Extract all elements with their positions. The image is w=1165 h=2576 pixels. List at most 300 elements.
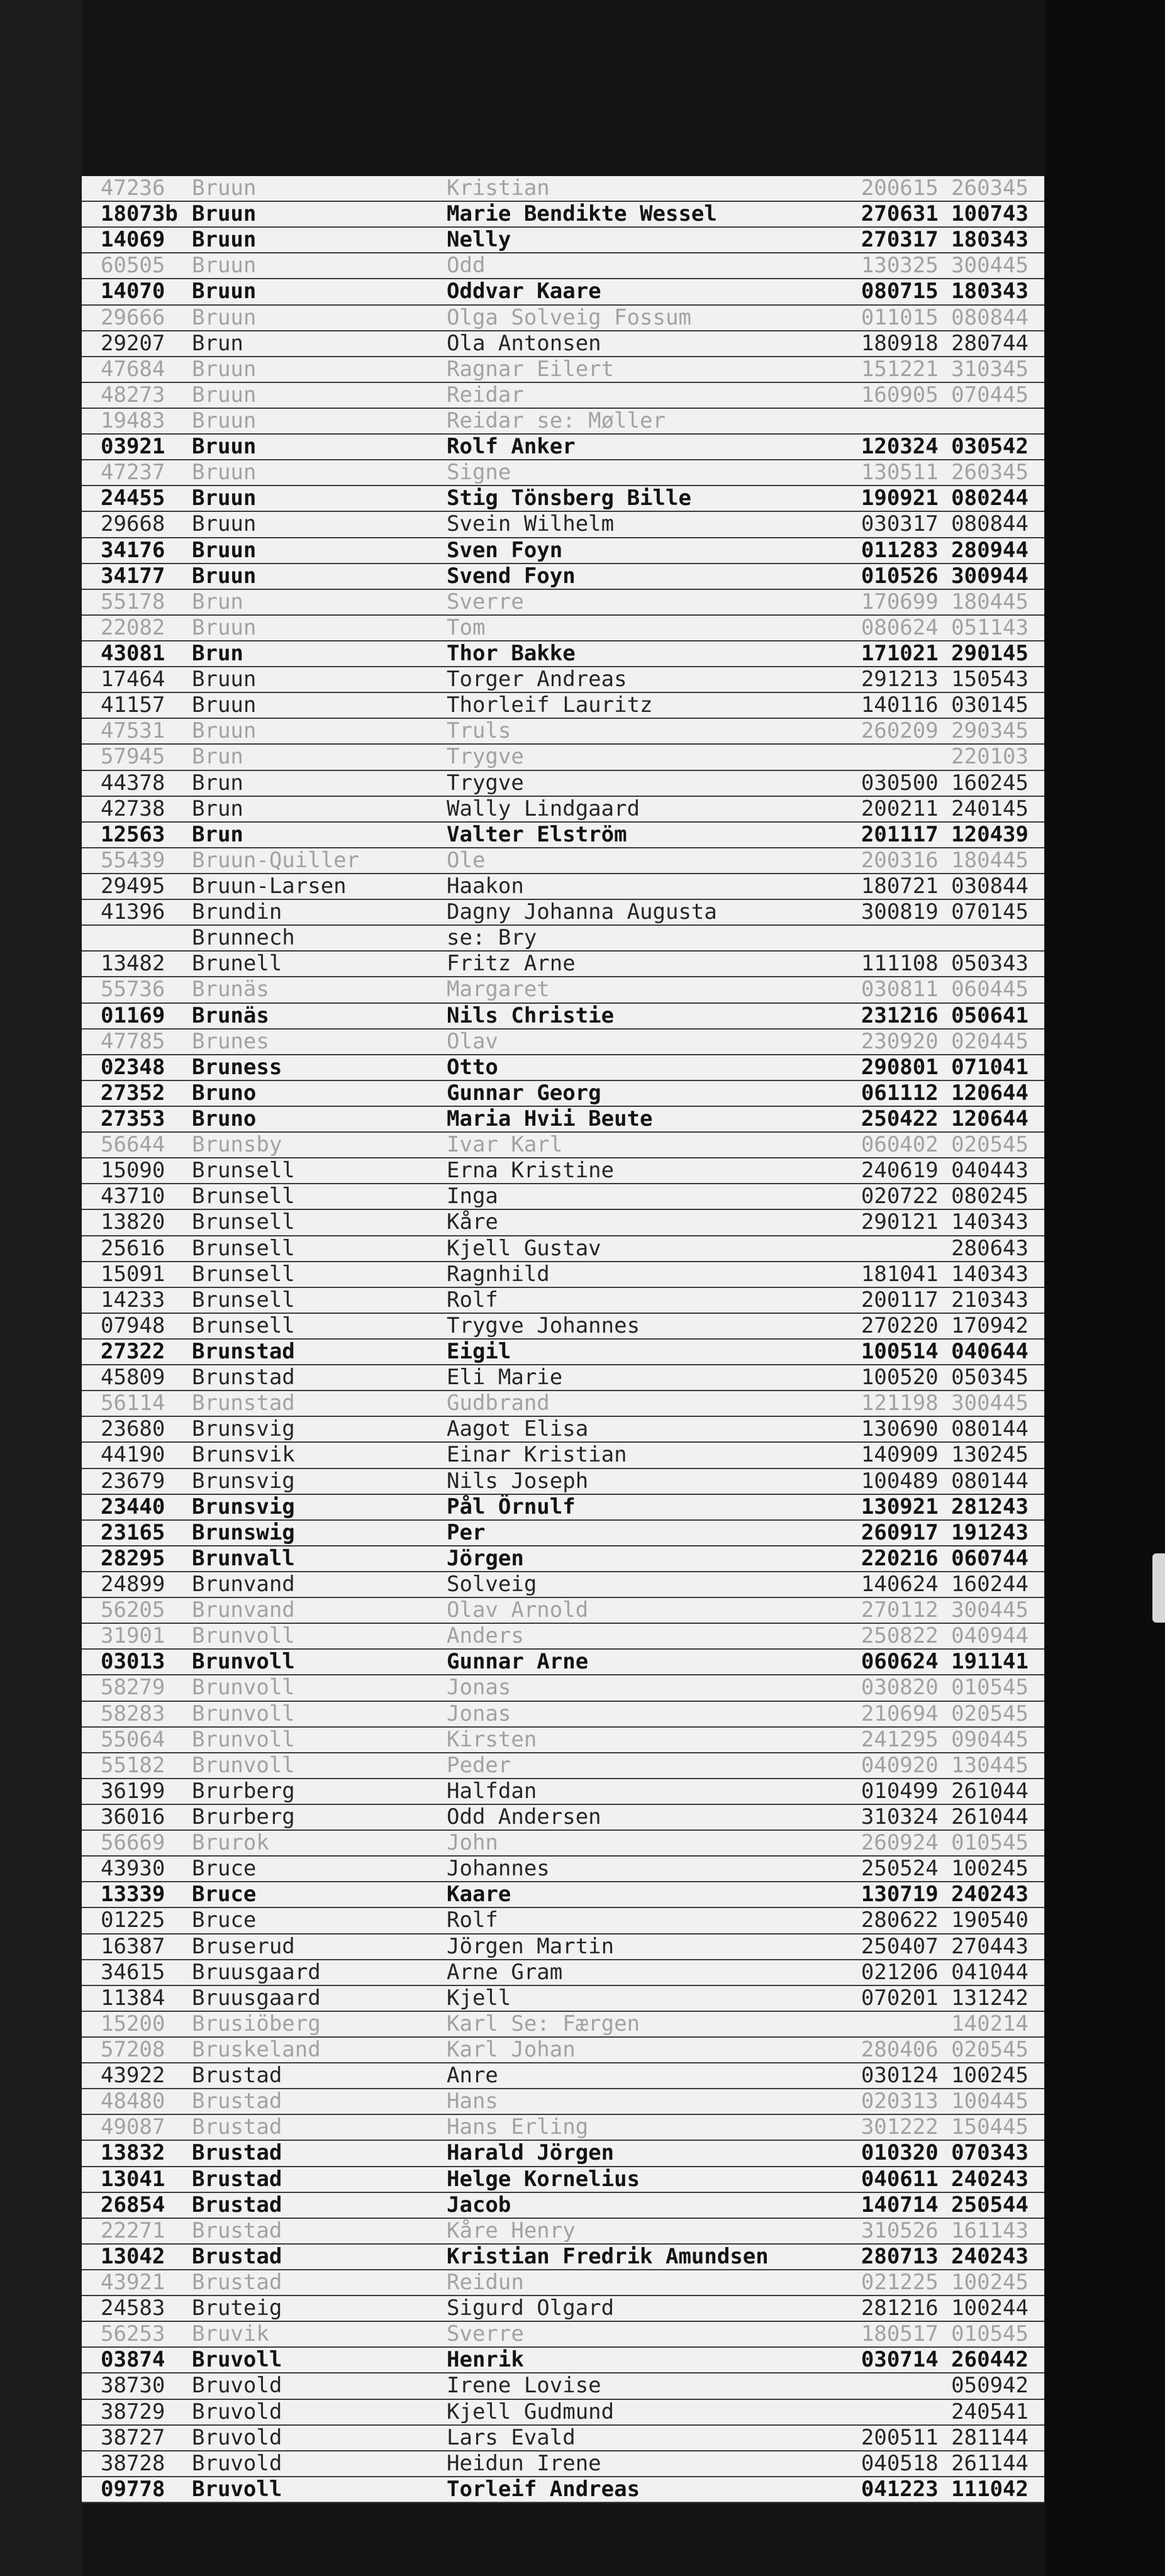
surname: Brustad [192,2063,282,2089]
index-card [82,383,1044,409]
surname: Brunsell [192,1236,295,1261]
card-number: 58279 [101,1675,165,1701]
card-number: 56669 [101,1831,165,1856]
given-names: Tom [447,615,486,640]
index-card [82,2038,1044,2063]
given-names: Fritz Arne [447,952,576,977]
index-card [82,279,1044,305]
index-card [82,409,1044,435]
dates: 100489 080144 [861,1468,1028,1494]
dates: 111108 050343 [861,952,1028,977]
index-card [82,1986,1044,2012]
given-names: Nelly [447,228,511,253]
surname: Bruness [192,1055,282,1080]
dates: 250822 040944 [861,1624,1028,1649]
index-card [82,1443,1044,1468]
dates: 061112 120644 [861,1080,1028,1106]
index-card [82,641,1044,667]
card-number: 13820 [101,1210,165,1235]
index-card [82,1624,1044,1650]
surname: Bruce [192,1882,257,1907]
given-names: Anders [447,1624,524,1649]
card-number: 55178 [101,589,165,614]
surname: Bruun [192,564,257,589]
card-number: 45809 [101,1365,165,1391]
surname: Brustad [192,2167,282,2192]
dates: 290801 071041 [861,1055,1028,1080]
surname: Brunvoll [192,1753,295,1778]
index-card [82,1133,1044,1158]
dates: 020313 100445 [861,2089,1028,2114]
surname: Bruun [192,409,257,433]
index-card [82,1365,1044,1391]
dates: 200117 210343 [861,1287,1028,1313]
index-card [82,1908,1044,1934]
index-card [82,228,1044,253]
surname: Bruun [192,693,257,718]
surname: Brunsvig [192,1494,295,1519]
card-number: 14069 [101,228,165,253]
dates: 231216 050641 [861,1003,1028,1028]
given-names: Eigil [447,1340,511,1364]
given-names: Haakon [447,874,524,899]
dates: 270112 300445 [861,1598,1028,1623]
card-number: 41157 [101,693,165,718]
given-names: Einar Kristian [447,1443,627,1468]
surname: Brunäs [192,977,269,1002]
index-card [82,848,1044,874]
dates: 060402 020545 [861,1133,1028,1158]
given-names: Nils Joseph [447,1468,589,1494]
surname: Bruun [192,435,257,460]
index-card [82,1236,1044,1262]
surname: Bruun [192,228,257,253]
dates: 220103 [951,745,1028,770]
index-card [82,1469,1044,1495]
surname: Bruun [192,538,257,563]
dates: 021206 041044 [861,1960,1028,1985]
dates: 290121 140343 [861,1210,1028,1235]
dates: 080715 180343 [861,279,1028,304]
dates: 011015 080844 [861,305,1028,330]
given-names: Reidun [447,2270,524,2295]
index-card [82,1572,1044,1598]
given-names: Olav [447,1029,498,1054]
index-card [82,667,1044,693]
index-card [82,1210,1044,1236]
surname: Bruun [192,460,257,486]
dates: 241295 090445 [861,1727,1028,1752]
index-card [82,2373,1044,2399]
given-names: Ragnar Eilert [447,357,615,382]
dates: 130921 281243 [861,1494,1028,1519]
given-names: Sverre [447,589,524,614]
given-names: Solveig [447,1572,537,1597]
given-names: Hans [447,2089,498,2114]
index-card [82,1779,1044,1805]
given-names: Signe [447,460,511,486]
card-number: 57945 [101,745,165,770]
card-number: 29207 [101,331,165,356]
given-names: Kjell Gudmund [447,2399,615,2424]
surname: Bruvik [192,2322,269,2347]
dates: 040920 130445 [861,1753,1028,1778]
card-number: 14233 [101,1287,165,1313]
card-number: 16387 [101,1934,165,1959]
dates: 180517 010545 [861,2322,1028,2347]
given-names: Sven Foyn [447,538,563,563]
surname: Brunäs [192,1003,269,1028]
dates: 030317 080844 [861,512,1028,537]
surname: Brunsvig [192,1417,295,1442]
dates: 230920 020445 [861,1029,1028,1054]
index-card [82,1081,1044,1107]
index-card [82,564,1044,590]
dates: 260917 191243 [861,1520,1028,1545]
card-number: 25616 [101,1236,165,1261]
surname: Brunvand [192,1572,295,1597]
card-number: 55736 [101,977,165,1002]
card-number: 29666 [101,305,165,330]
given-names: Ivar Karl [447,1133,563,1158]
dates: 300819 070145 [861,900,1028,925]
dates: 151221 310345 [861,357,1028,382]
given-names: Kjell [447,1985,511,2011]
surname: Brun [192,589,243,614]
index-card [82,1314,1044,1340]
index-card [82,1004,1044,1030]
surname: Brunvall [192,1546,295,1571]
card-number: 43710 [101,1184,165,1209]
card-number: 09778 [101,2477,165,2502]
index-card [82,486,1044,512]
card-number: 01225 [101,1908,165,1933]
surname: Brurberg [192,1805,295,1829]
card-number: 38730 [101,2373,165,2399]
card-number: 56644 [101,1133,165,1158]
given-names: Karl Se: Færgen [447,2011,640,2036]
given-names: Svein Wilhelm [447,512,615,537]
given-names: Arne Gram [447,1960,563,1985]
index-card [82,2426,1044,2451]
index-card [82,2193,1044,2219]
given-names: Aagot Elisa [447,1417,589,1442]
given-names: Trygve [447,770,524,796]
card-number: 44190 [101,1443,165,1468]
given-names: Anre [447,2063,498,2089]
index-card [82,2012,1044,2038]
surname: Brunsby [192,1133,282,1158]
surname: Bruun [192,719,257,744]
card-number: 44378 [101,770,165,796]
given-names: Kåre Henry [447,2218,576,2243]
card-number: 27352 [101,1080,165,1106]
surname: Bruun [192,512,257,537]
index-card [82,2270,1044,2296]
card-number: 12563 [101,822,165,847]
dates: 171021 290145 [861,641,1028,666]
surname: Brunsell [192,1184,295,1209]
surname: Bruteig [192,2296,282,2321]
surname: Brun [192,770,243,796]
given-names: Maria Hvii Beute [447,1107,653,1131]
index-card [82,874,1044,900]
index-card [82,512,1044,538]
dates: 270220 170942 [861,1313,1028,1338]
index-card [82,1857,1044,1882]
surname: Brunsvik [192,1443,295,1468]
dates: 100514 040644 [861,1340,1028,1364]
surname: Brun [192,796,243,821]
dates: 310324 261044 [861,1805,1028,1829]
dates: 130325 300445 [861,253,1028,279]
dates: 240619 040443 [861,1158,1028,1184]
surname: Brurberg [192,1779,295,1804]
surname: Brunstad [192,1391,295,1416]
index-card [82,1495,1044,1521]
surname: Bruvold [192,2399,282,2424]
card-number: 02348 [101,1055,165,1080]
dates: 301222 150445 [861,2115,1028,2140]
card-number: 43081 [101,641,165,666]
card-number: 23440 [101,1494,165,1519]
card-number: 31901 [101,1624,165,1649]
surname: Brunstad [192,1365,295,1391]
surname: Brunsvig [192,1468,295,1494]
card-number: 56253 [101,2322,165,2347]
given-names: Oddvar Kaare [447,279,601,304]
card-number: 15090 [101,1158,165,1184]
surname: Bruskeland [192,2038,321,2062]
dates: 140214 [951,2011,1028,2036]
card-number: 55439 [101,848,165,873]
dates: 291213 150543 [861,667,1028,692]
index-card [82,460,1044,486]
given-names: Kristian [447,176,550,201]
index-card [82,693,1044,719]
index-card [82,2115,1044,2141]
card-number: 03874 [101,2348,165,2373]
card-number: 43930 [101,1857,165,1882]
surname: Brurok [192,1831,269,1856]
card-number: 22271 [101,2218,165,2243]
given-names: Henrik [447,2348,524,2373]
card-number: 24899 [101,1572,165,1597]
dates: 030124 100245 [861,2063,1028,2089]
index-card [82,823,1044,848]
surname: Bruvold [192,2451,282,2476]
card-number: 17464 [101,667,165,692]
given-names: Jonas [447,1675,511,1701]
dates: 250407 270443 [861,1934,1028,1959]
index-card [82,1417,1044,1443]
card-number: 38728 [101,2451,165,2476]
surname: Bruno [192,1080,257,1106]
surname: Brunvoll [192,1650,295,1675]
surname: Bruvold [192,2373,282,2399]
index-card [82,900,1044,926]
dates: 011283 280944 [861,538,1028,563]
dates: 220216 060744 [861,1546,1028,1571]
given-names: Stig Tönsberg Bille [447,486,691,511]
given-names: Thorleif Lauritz [447,693,653,718]
dates: 140624 160244 [861,1572,1028,1597]
dates: 280622 190540 [861,1908,1028,1933]
surname: Brustad [192,2244,282,2269]
dates: 030820 010545 [861,1675,1028,1701]
card-number: 23679 [101,1468,165,1494]
card-number: 15091 [101,1262,165,1287]
given-names: Per [447,1520,486,1545]
index-card [82,2141,1044,2167]
given-names: Pål Örnulf [447,1494,576,1519]
index-card [82,2348,1044,2373]
given-names: Lars Evald [447,2425,576,2450]
dates: 270631 100743 [861,202,1028,227]
film-border-right [1045,0,1165,2576]
given-names: Torger Andreas [447,667,627,692]
card-number: 27322 [101,1340,165,1364]
index-card [82,745,1044,770]
index-card [82,1805,1044,1831]
index-card [82,1340,1044,1365]
dates: 270317 180343 [861,228,1028,253]
dates: 140116 030145 [861,693,1028,718]
dates: 260924 010545 [861,1831,1028,1856]
given-names: Olav Arnold [447,1598,589,1623]
surname: Brun [192,745,243,770]
card-number: 22082 [101,615,165,640]
surname: Brunnech [192,926,295,951]
dates: 280643 [951,1236,1028,1261]
surname: Brusiöberg [192,2011,321,2036]
card-number: 57208 [101,2038,165,2062]
index-card [82,1935,1044,1960]
index-card [82,1391,1044,1417]
dates: 060624 191141 [861,1650,1028,1675]
given-names: Dagny Johanna Augusta [447,900,717,925]
index-card [82,797,1044,823]
dates: 250524 100245 [861,1857,1028,1882]
surname: Brustad [192,2115,282,2140]
surname: Brustad [192,2218,282,2243]
given-names: Odd [447,253,486,279]
surname: Bruun [192,253,257,279]
index-card [82,2063,1044,2089]
dates: 200615 260345 [861,176,1028,201]
given-names: Valter Elström [447,822,627,847]
index-card [82,1521,1044,1546]
dates: 010320 070343 [861,2141,1028,2166]
index-card [82,1030,1044,1055]
given-names: Rolf [447,1908,498,1933]
dates: 201117 120439 [861,822,1028,847]
given-names: Olga Solveig Fossum [447,305,691,330]
film-border-left [0,0,82,2576]
card-number: 43921 [101,2270,165,2295]
index-card [82,1882,1044,1908]
card-number: 55182 [101,1753,165,1778]
given-names: Gunnar Georg [447,1080,601,1106]
surname: Bruvold [192,2425,282,2450]
surname: Brunell [192,952,282,977]
film-clip [1152,1553,1165,1623]
surname: Bruce [192,1857,257,1882]
dates: 050942 [951,2373,1028,2399]
card-number: 23680 [101,1417,165,1442]
index-card [82,1107,1044,1133]
given-names: Erna Kristine [447,1158,615,1184]
card-number: 49087 [101,2115,165,2140]
index-card [82,952,1044,977]
surname: Brunvoll [192,1727,295,1752]
given-names: Gudbrand [447,1391,550,1416]
card-number: 01169 [101,1003,165,1028]
given-names: Marie Bendikte Wessel [447,202,717,227]
dates: 180918 280744 [861,331,1028,356]
dates: 130690 080144 [861,1417,1028,1442]
card-number: 56205 [101,1598,165,1623]
index-card [82,1184,1044,1210]
card-number: 47237 [101,460,165,486]
dates: 260209 290345 [861,719,1028,744]
given-names: se: Bry [447,926,537,951]
index-card [82,1598,1044,1624]
surname: Brun [192,822,243,847]
index-card [82,771,1044,797]
dates: 010526 300944 [861,564,1028,589]
given-names: Hans Erling [447,2115,589,2140]
given-names: Nils Christie [447,1003,615,1028]
index-card [82,1546,1044,1572]
given-names: Jacob [447,2192,511,2218]
given-names: Trygve [447,745,524,770]
surname: Bruun [192,486,257,511]
given-names: Reidar [447,382,524,408]
dates: 280713 240243 [861,2244,1028,2269]
surname: Brustad [192,2270,282,2295]
card-number: 24455 [101,486,165,511]
dates: 280406 020545 [861,2038,1028,2062]
card-number: 41396 [101,900,165,925]
surname: Bruun [192,382,257,408]
surname: Bruce [192,1908,257,1933]
card-number: 03013 [101,1650,165,1675]
card-number: 42738 [101,796,165,821]
index-card [82,1055,1044,1081]
given-names: Odd Andersen [447,1805,601,1829]
card-number: 13339 [101,1882,165,1907]
index-card [82,1675,1044,1701]
card-number: 29668 [101,512,165,537]
given-names: Peder [447,1753,511,1778]
dates: 030714 260442 [861,2348,1028,2373]
card-number: 07948 [101,1313,165,1338]
card-number: 47684 [101,357,165,382]
surname: Brun [192,641,243,666]
dates: 130511 260345 [861,460,1028,486]
card-number: 34176 [101,538,165,563]
card-number: 28295 [101,1546,165,1571]
given-names: Irene Lovise [447,2373,601,2399]
index-card [82,2322,1044,2348]
given-names: Svend Foyn [447,564,576,589]
index-card [82,2089,1044,2115]
surname: Bruun [192,667,257,692]
given-names: Margaret [447,977,550,1002]
given-names: John [447,1831,498,1856]
index-card [82,926,1044,952]
